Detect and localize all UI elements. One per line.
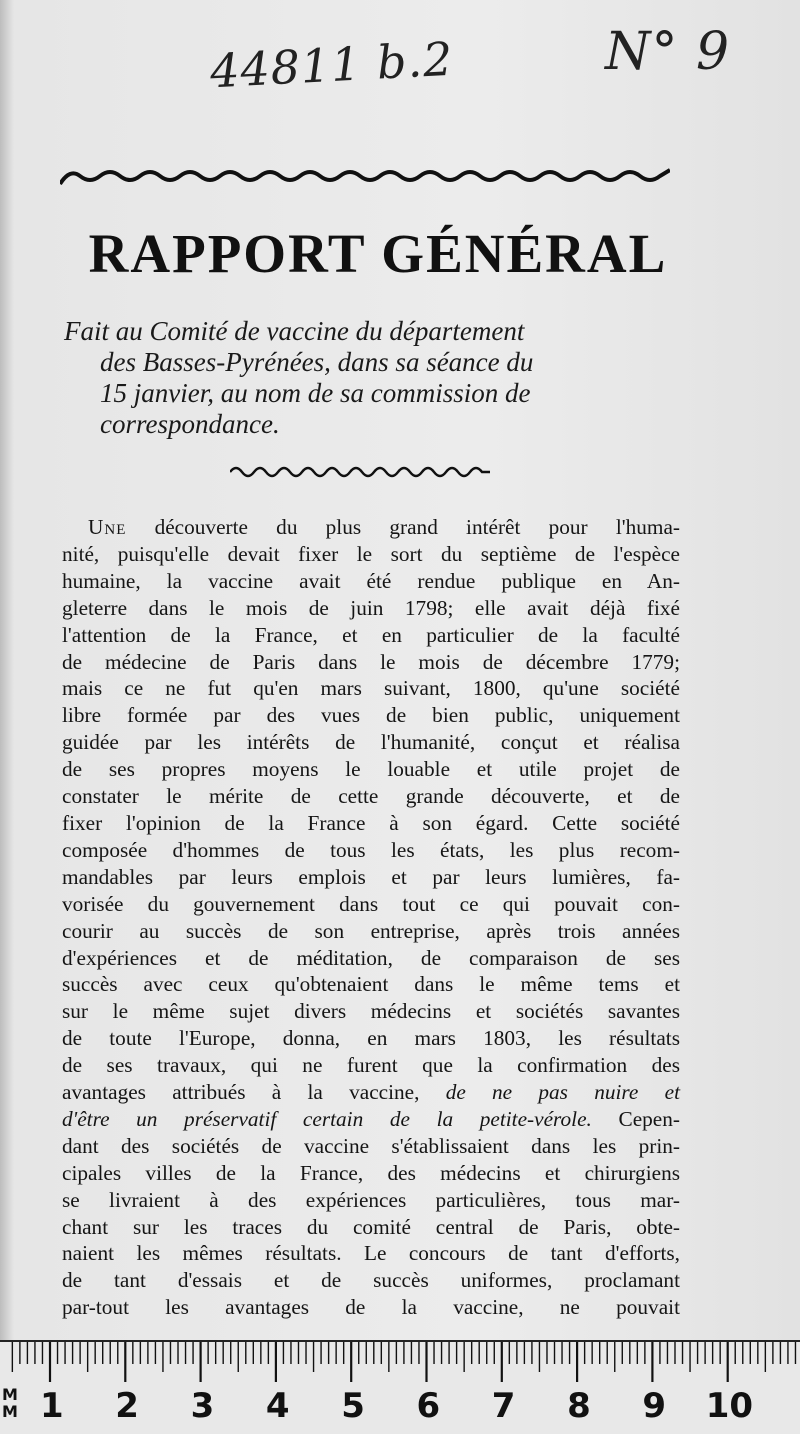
body-paragraph: [62, 514, 680, 1321]
body-line: humaine, la vaccine avait été rendue publique en An-: [62, 568, 680, 593]
body-line: cipales villes de la France, des médecins et chirurgiens: [62, 1160, 680, 1185]
document-subtitle: [64, 316, 684, 440]
italic-phrase: de ne pas nuire et: [445, 1080, 680, 1105]
body-line: constater le mérite de cette grande découverte, et de: [62, 784, 680, 809]
body-line: de médecine de Paris dans le mois de décembre 1779;: [62, 649, 680, 674]
ruler-number: 6: [416, 1386, 441, 1426]
body-line: d'expériences et de méditation, de comparaison de ses: [62, 945, 680, 970]
body-line: [62, 1106, 680, 1133]
ruler-number: 10: [705, 1386, 754, 1426]
measuring-ruler: [0, 1340, 800, 1434]
body-line-text: découverte du plus grand intérêt pour l'huma-: [154, 515, 680, 539]
ruler-number: 4: [265, 1386, 290, 1426]
body-line: par-tout les avantages de la vaccine, ne pouvait: [62, 1295, 680, 1320]
body-line: sur le même sujet divers médecins et sociétés savantes: [62, 999, 680, 1024]
ruler-unit-label: M M: [2, 1385, 18, 1421]
body-line: dant des sociétés de vaccine s'établissaient dans les prin-: [62, 1133, 680, 1158]
ruler-number: 2: [115, 1386, 139, 1426]
body-line: composée d'hommes de tous les états, les plus recom-: [62, 837, 680, 862]
body-line: l'attention de la France, et en particulier de la faculté: [62, 622, 680, 647]
ruler-number: 1: [40, 1386, 64, 1426]
body-line: nité, puisqu'elle devait fixer le sort du septième de l'espèce: [62, 541, 680, 566]
ruler-number: 3: [190, 1386, 215, 1426]
subtitle-line: des Basses-Pyrénées, dans sa séance du: [100, 347, 534, 377]
subtitle-line: 15 janvier, au nom de sa commission de: [100, 378, 531, 408]
ruler-number: 8: [567, 1386, 591, 1426]
number-annotation: N° 9: [605, 22, 731, 82]
body-line: mandables par leurs emplois et par leurs lumières, fa-: [62, 864, 680, 889]
ruler-number: 9: [642, 1386, 667, 1426]
body-line: mais ce ne fut qu'en mars suivant, 1800, qu'une société: [62, 676, 680, 701]
body-line: libre formée par des vues de bien public, uniquement: [62, 703, 680, 728]
body-line-text: Cepen-: [591, 1106, 680, 1131]
subtitle-line: Fait au Comité de vaccine du département: [64, 316, 525, 346]
body-line: succès avec ceux qu'obtenaient dans le même tems et: [62, 972, 680, 997]
body-line: [62, 514, 680, 541]
body-line: courir au succès de son entreprise, après trois années: [62, 918, 680, 943]
top-ornament-rule: [60, 162, 670, 190]
body-line: de toute l'Europe, donna, en mars 1803, les résultats: [62, 1026, 680, 1051]
section-ornament: [230, 462, 490, 482]
body-line: fixer l'opinion de la France à son égard. Cette société: [62, 810, 680, 835]
body-line: guidée par les intérêts de l'humanité, conçut et réalisa: [62, 730, 680, 755]
body-line: se livraient à des expériences particulières, tous mar-: [62, 1187, 680, 1212]
body-line: gleterre dans le mois de juin 1798; elle avait déjà fixé: [62, 595, 680, 620]
italic-phrase: d'être un préservatif certain de la petite-vérole.: [62, 1106, 592, 1131]
ruler-number: 7: [491, 1386, 516, 1426]
document-title: RAPPORT GÉNÉRAL: [88, 223, 668, 284]
body-line: de ses travaux, qui ne furent que la confirmation des: [62, 1053, 680, 1078]
subtitle-line: correspondance.: [100, 409, 280, 439]
body-line-text: avantages attribués à la vaccine,: [62, 1080, 446, 1105]
body-line: de tant d'essais et de succès uniformes, proclamant: [62, 1268, 680, 1293]
ruler-number: 5: [341, 1386, 365, 1426]
body-line: vorisée du gouvernement dans tout ce qui pouvait con-: [62, 891, 680, 916]
body-line: [62, 1079, 680, 1106]
body-line: chant sur les traces du comité central de Paris, obte-: [62, 1214, 680, 1239]
drop-word: Une: [88, 515, 127, 539]
body-line: naient les mêmes résultats. Le concours de tant d'efforts,: [62, 1241, 680, 1266]
shelfmark-annotation: 44811 b.2: [208, 31, 455, 99]
body-line: de ses propres moyens le louable et utile projet de: [62, 757, 680, 782]
